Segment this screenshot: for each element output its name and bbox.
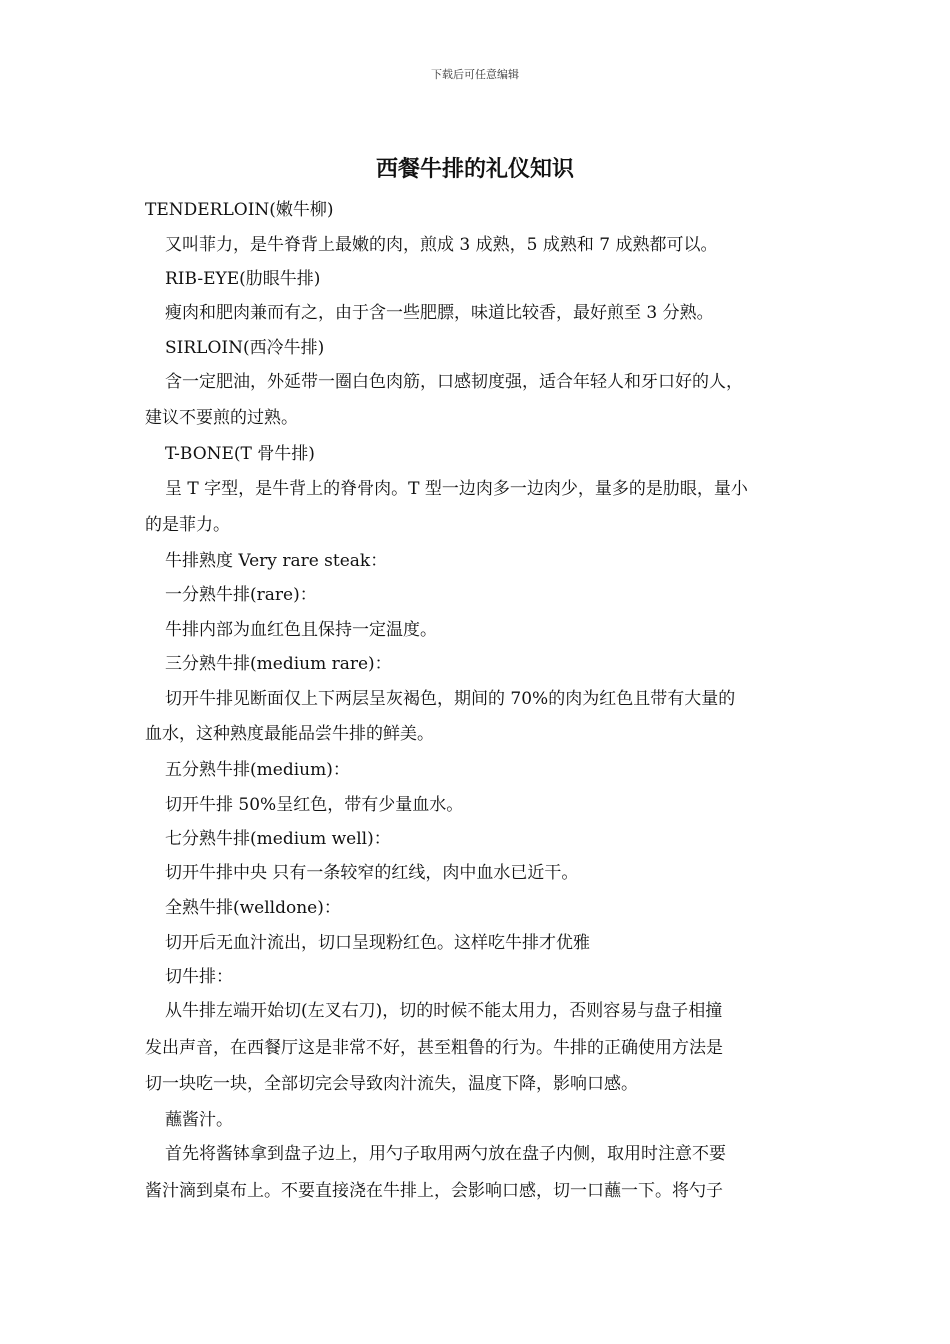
text-line: SIRLOIN(西冷牛排) [165,338,325,358]
text-line: T-BONE(T 骨牛排) [165,444,315,464]
text-line: 五分熟牛排(medium)： [165,760,350,780]
text-line: 呈 T 字型，是牛背上的脊骨肉。T 型一边肉多一边肉少，量多的是肋眼，量小 [165,479,748,499]
text-line: 切开牛排见断面仅上下两层呈灰褐色，期间的 70%的肉为红色且带有大量的 [165,689,736,709]
text-line: 从牛排左端开始切(左叉右刀)，切的时候不能太用力，否则容易与盘子相撞 [165,1001,723,1021]
text-line: 切开后无血汁流出，切口呈现粉红色。这样吃牛排才优雅 [165,933,590,953]
text-line: 牛排内部为血红色且保持一定温度。 [165,620,437,640]
text-line: 首先将酱钵拿到盘子边上，用勺子取用两勺放在盘子内侧，取用时注意不要 [165,1144,726,1164]
document-title: 西餐牛排的礼仪知识 [375,157,574,182]
text-line: RIB-EYE(肋眼牛排) [165,269,321,289]
text-line: 蘸酱汁。 [165,1110,233,1130]
text-line: 切一块吃一块，全部切完会导致肉汁流失，温度下降，影响口感。 [145,1074,638,1094]
text-line: 的是菲力。 [145,515,230,535]
text-line: 切开牛排 50%呈红色，带有少量血水。 [165,795,464,815]
text-line: 血水，这种熟度最能品尝牛排的鲜美。 [145,724,434,744]
text-line: 全熟牛排(welldone)： [165,898,341,918]
text-line: 发出声音，在西餐厅这是非常不好，甚至粗鲁的行为。牛排的正确使用方法是 [145,1038,723,1058]
text-line: 牛排熟度 Very rare steak： [165,551,388,571]
text-line: 一分熟牛排(rare)： [165,585,317,605]
text-line: 又叫菲力，是牛脊背上最嫩的肉，煎成 3 成熟，5 成熟和 7 成熟都可以。 [165,235,718,255]
text-line: 三分熟牛排(medium rare)： [165,654,392,674]
text-line: 建议不要煎的过熟。 [145,408,298,428]
text-line: TENDERLOIN(嫩牛柳) [145,200,334,220]
text-line: 切牛排： [165,967,233,987]
page-header-note: 下载后可任意编辑 [431,68,519,81]
text-line: 七分熟牛排(medium well)： [165,829,391,849]
text-line: 酱汁滴到桌布上。不要直接浇在牛排上，会影响口感，切一口蘸一下。将勺子 [145,1181,723,1201]
text-line: 瘦肉和肥肉兼而有之，由于含一些肥膘，味道比较香，最好煎至 3 分熟。 [165,303,714,323]
text-line: 含一定肥油，外延带一圈白色肉筋，口感韧度强，适合年轻人和牙口好的人， [165,372,743,392]
text-line: 切开牛排中央 只有一条较窄的红线，肉中血水已近干。 [165,863,579,883]
